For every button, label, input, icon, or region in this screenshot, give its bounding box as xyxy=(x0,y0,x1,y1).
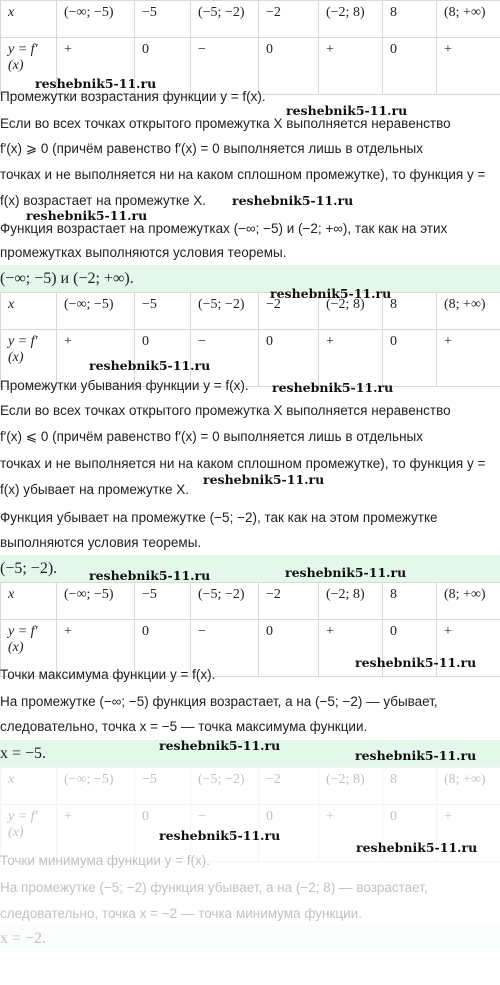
theorem-line: f′(x) ⩽ 0 (причём равенство f′(x) = 0 выполняется лишь в отдельных xyxy=(0,429,424,444)
table-cell: −5 xyxy=(135,1,191,38)
table-cell: 8 xyxy=(383,293,437,330)
explanation-line: следовательно, точка x = −2 — точка минимума функции. xyxy=(0,906,362,921)
table-cell: −5 xyxy=(135,768,191,805)
answer-box: (−5; −2). xyxy=(0,555,500,582)
section-heading: Промежутки возрастания функции y = f(x). xyxy=(0,89,266,104)
table-cell: + xyxy=(437,620,500,677)
table-cell: 0 xyxy=(383,805,437,862)
table-cell: 0 xyxy=(383,38,437,95)
watermark: reshebnik5-11.ru xyxy=(159,738,281,753)
table-cell: −5 xyxy=(135,583,191,620)
watermark: reshebnik5-11.ru xyxy=(159,828,281,843)
theorem-line: точках и не выполняется ни на каком сплошном промежутке), то функция y = xyxy=(0,167,486,182)
table-cell: −2 xyxy=(259,293,319,330)
table-cell: (−2; 8) xyxy=(319,583,383,620)
table-cell: + xyxy=(437,38,500,95)
table-cell: + xyxy=(57,330,135,387)
table-cell: (−2; 8) xyxy=(319,293,383,330)
table-cell: (−2; 8) xyxy=(319,768,383,805)
theorem-line: Если во всех точках открытого промежутка X выполняется неравенство xyxy=(0,116,451,131)
table-cell: (8; +∞) xyxy=(437,293,500,330)
table-row xyxy=(1,1,500,38)
theorem-line: f′(x) ⩾ 0 (причём равенство f′(x) = 0 выполняется лишь в отдельных xyxy=(0,141,424,156)
table-cell: 0 xyxy=(383,620,437,677)
table-cell: (−5; −2) xyxy=(191,768,259,805)
table-cell: y = f′(x) xyxy=(1,620,57,677)
watermark: reshebnik5-11.ru xyxy=(203,472,325,487)
explanation-line: Функция убывает на промежутке (−5; −2), так как на этом промежутке xyxy=(0,510,438,525)
explanation-line: На промежутке (−∞; −5) функция возрастает, а на (−5; −2) — убывает, xyxy=(0,694,438,709)
watermark: reshebnik5-11.ru xyxy=(270,286,392,301)
table-cell: + xyxy=(319,330,383,387)
table-cell: (−5; −2) xyxy=(191,293,259,330)
table-cell: (8; +∞) xyxy=(437,768,500,805)
table-cell: + xyxy=(319,620,383,677)
table-cell: − xyxy=(191,805,259,862)
watermark: reshebnik5-11.ru xyxy=(356,840,478,855)
table-cell: −2 xyxy=(259,1,319,38)
table-cell: (−∞; −5) xyxy=(57,768,135,805)
table-cell: y = f′(x) xyxy=(1,805,57,862)
table-cell: x xyxy=(1,768,57,805)
table-cell: (8; +∞) xyxy=(437,583,500,620)
table-cell: −5 xyxy=(135,293,191,330)
table-cell: 0 xyxy=(135,620,191,677)
table-cell: + xyxy=(57,620,135,677)
table-row xyxy=(1,293,500,330)
table-cell: 0 xyxy=(259,805,319,862)
section-heading: Точки минимума функции y = f(x). xyxy=(0,853,211,868)
theorem-line: f(x) возрастает на промежутке X. xyxy=(0,193,206,208)
table-cell: + xyxy=(57,38,135,95)
table-cell: (8; +∞) xyxy=(437,1,500,38)
section-heading: Точки максимума функции y = f(x). xyxy=(0,667,216,682)
table-cell: (−2; 8) xyxy=(319,1,383,38)
explanation-line: выполняются условия теоремы. xyxy=(0,535,202,550)
table-cell: + xyxy=(57,805,135,862)
table-cell: 0 xyxy=(259,620,319,677)
explanation-line: следовательно, точка x = −5 — точка максимума функции. xyxy=(0,719,368,734)
watermark: reshebnik5-11.ru xyxy=(89,358,211,373)
answer-box: (−∞; −5) и (−2; +∞). xyxy=(0,265,500,292)
explanation-line: Функция возрастает на промежутках (−∞; −5) и (−2; +∞), так как на этих xyxy=(0,221,448,236)
table-cell: (−∞; −5) xyxy=(57,583,135,620)
table-cell: (−5; −2) xyxy=(191,583,259,620)
table-cell: 0 xyxy=(259,330,319,387)
sign-table-2 xyxy=(0,292,500,387)
table-cell: 0 xyxy=(135,330,191,387)
table-cell: − xyxy=(191,38,259,95)
table-cell: (−∞; −5) xyxy=(57,293,135,330)
answer-box: x = −2. xyxy=(0,925,500,952)
section-heading: Промежутки убывания функции y = f(x). xyxy=(0,378,249,393)
table-cell: (−5; −2) xyxy=(191,1,259,38)
table-cell: − xyxy=(191,620,259,677)
table-cell: −2 xyxy=(259,583,319,620)
theorem-line: f(x) убывает на промежутке X. xyxy=(0,482,189,497)
explanation-line: На промежутке (−5; −2) функция убывает, а на (−2; 8) — возрастает, xyxy=(0,880,428,895)
explanation-line: промежутках выполняются условия теоремы. xyxy=(0,245,287,260)
table-cell: (−∞; −5) xyxy=(57,1,135,38)
table-cell: + xyxy=(437,805,500,862)
table-cell: y = f′(x) xyxy=(1,38,57,95)
table-cell: 8 xyxy=(383,768,437,805)
watermark: reshebnik5-11.ru xyxy=(355,655,477,670)
table-cell: 8 xyxy=(383,1,437,38)
table-cell: 0 xyxy=(383,330,437,387)
table-cell: + xyxy=(437,330,500,387)
table-cell: + xyxy=(319,38,383,95)
table-cell: x xyxy=(1,293,57,330)
table-cell: 0 xyxy=(259,38,319,95)
watermark: reshebnik5-11.ru xyxy=(35,76,157,91)
watermark: reshebnik5-11.ru xyxy=(232,193,354,208)
table-cell: 8 xyxy=(383,583,437,620)
watermark: reshebnik5-11.ru xyxy=(272,380,394,395)
table-cell: − xyxy=(191,330,259,387)
table-cell: 0 xyxy=(135,38,191,95)
watermark: reshebnik5-11.ru xyxy=(286,103,408,118)
watermark: reshebnik5-11.ru xyxy=(26,208,148,223)
table-row xyxy=(1,768,500,805)
watermark: reshebnik5-11.ru xyxy=(285,565,407,580)
table-cell: x xyxy=(1,1,57,38)
watermark: reshebnik5-11.ru xyxy=(355,748,477,763)
table-row xyxy=(1,583,500,620)
theorem-line: точках и не выполняется ни на каком сплошном промежутке), то функция y = xyxy=(0,456,486,471)
theorem-line: Если во всех точках открытого промежутка X выполняется неравенство xyxy=(0,403,451,418)
table-cell: 0 xyxy=(135,805,191,862)
table-cell: + xyxy=(319,805,383,862)
table-cell: x xyxy=(1,583,57,620)
table-cell: y = f′(x) xyxy=(1,330,57,387)
table-cell: −2 xyxy=(259,768,319,805)
watermark: reshebnik5-11.ru xyxy=(89,568,211,583)
answer-box: x = −5. xyxy=(0,740,500,767)
